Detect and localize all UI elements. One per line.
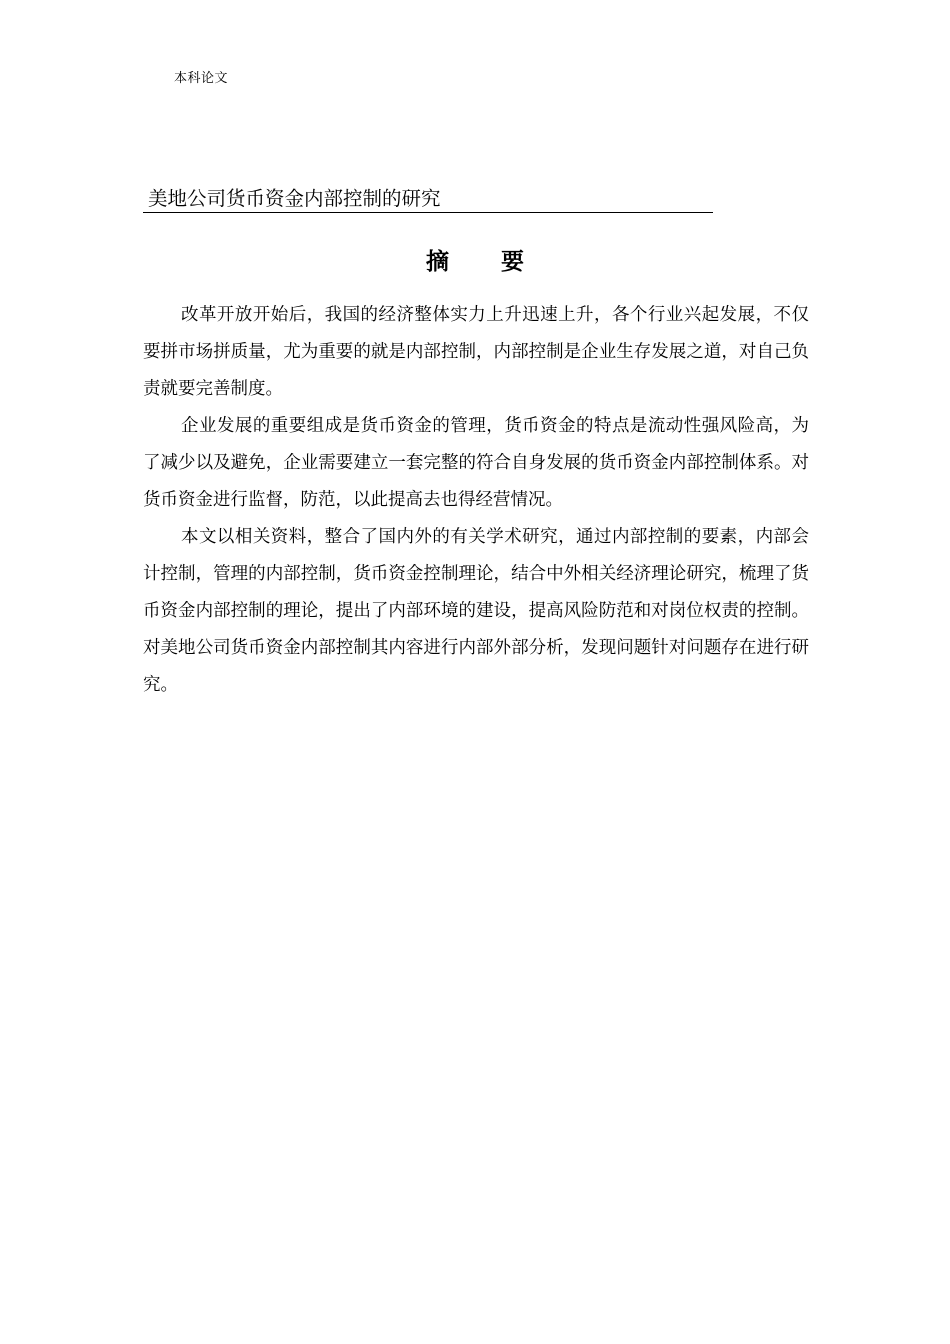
- abstract-heading: 摘 要: [425, 249, 546, 275]
- abstract-paragraph: 本文以相关资料，整合了国内外的有关学术研究，通过内部控制的要素，内部会计控制，管理的内部控制，货币资金控制理论，结合中外相关经济理论研究，梳理了货币资金内部控制的理论，提出了内部环境的建设，提高风险防范和对岗位权责的控制。对美地公司货币资金内部控制其内容进行内部外部分析，发现问题针对问题存在进行研究。: [143, 527, 809, 695]
- abstract-paragraph: 改革开放开始后，我国的经济整体实力上升迅速上升，各个行业兴起发展，不仅要拼市场拼质量，尤为重要的就是内部控制，内部控制是企业生存发展之道，对自己负责就要完善制度。: [143, 305, 809, 399]
- abstract-body: [143, 297, 809, 704]
- thesis-title-underline: [143, 185, 713, 213]
- abstract-paragraph: 企业发展的重要组成是货币资金的管理，货币资金的特点是流动性强风险高，为了减少以及避免，企业需要建立一套完整的符合自身发展的货币资金内部控制体系。对货币资金进行监督，防范，以此提高去也得经营情况。: [143, 416, 809, 510]
- page-header: 本科论文: [174, 71, 229, 86]
- thesis-title: 美地公司货币资金内部控制的研究: [148, 187, 441, 210]
